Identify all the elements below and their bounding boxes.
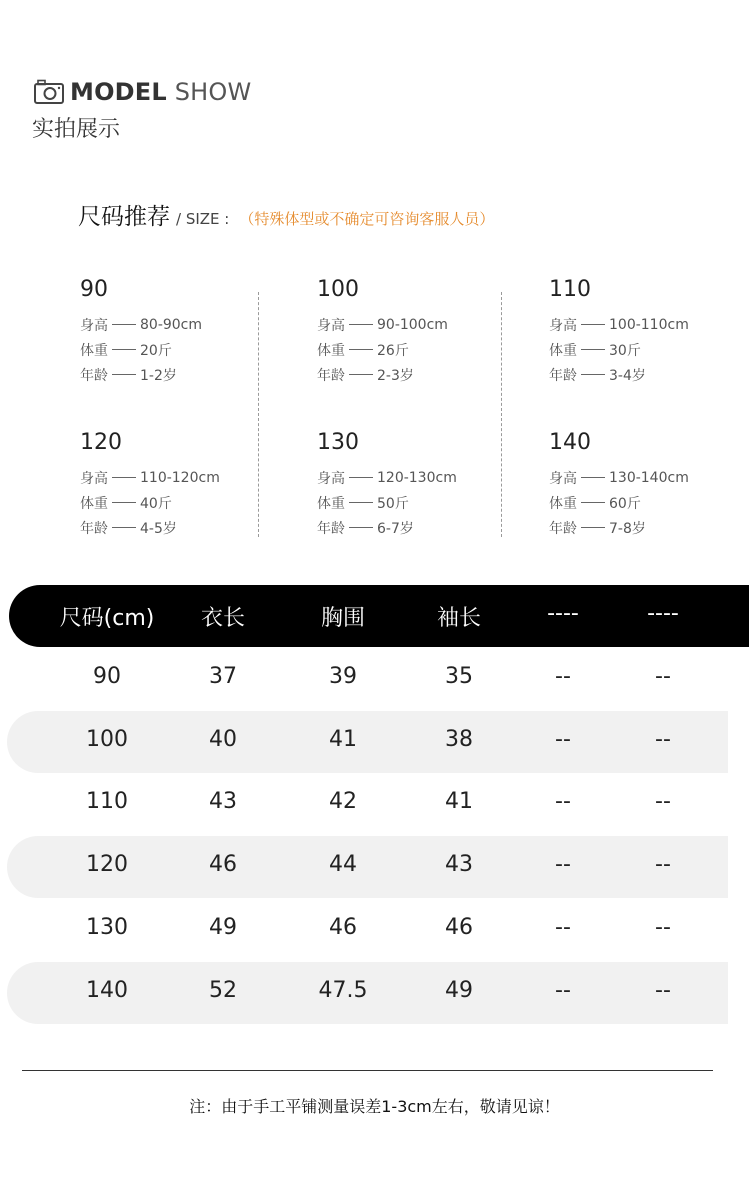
rec-age-value: 7-8岁 <box>609 520 646 537</box>
table-row <box>0 711 749 773</box>
rec-height-label: 身高 <box>80 317 108 334</box>
table-cell: -- <box>655 852 671 877</box>
table-cell: 46 <box>445 915 473 940</box>
table-row <box>0 899 749 961</box>
rec-size: 100 <box>317 277 359 302</box>
rec-weight-line <box>549 337 749 362</box>
rec-height-label: 身高 <box>317 317 345 334</box>
rec-weight-label: 体重 <box>80 342 108 359</box>
dash-line <box>581 324 605 325</box>
table-cell: 52 <box>209 978 237 1003</box>
table-cell: 43 <box>445 852 473 877</box>
rec-weight-label: 体重 <box>80 495 108 512</box>
dash-line <box>581 374 605 375</box>
rec-weight-label: 体重 <box>317 342 345 359</box>
dash-line <box>581 477 605 478</box>
table-cell: -- <box>655 978 671 1003</box>
table-cell: -- <box>555 915 571 940</box>
table-cell: 37 <box>209 664 237 689</box>
table-cell: -- <box>555 852 571 877</box>
rec-weight-value: 60斤 <box>609 495 641 512</box>
table-cell: 100 <box>86 727 128 752</box>
table-cell: 44 <box>329 852 357 877</box>
rec-weight-label: 体重 <box>549 495 577 512</box>
size-recommendation-card <box>549 430 749 540</box>
table-header-cell: 袖长 <box>436 606 482 631</box>
size-recommendation-card <box>80 277 300 387</box>
table-cell: 47.5 <box>318 978 368 1003</box>
table-header-cell: ---- <box>547 601 579 626</box>
rec-weight-value: 20斤 <box>140 342 172 359</box>
dash-line <box>349 349 373 350</box>
measurement-note: 注：由于手工平铺测量误差1-3cm左右，敬请见谅！ <box>189 1097 560 1116</box>
size-recommendation-card <box>317 430 537 540</box>
table-cell: 49 <box>209 915 237 940</box>
table-header-cell: ---- <box>647 601 679 626</box>
rec-age-value: 4-5岁 <box>140 520 177 537</box>
table-row <box>0 962 749 1024</box>
rec-age-label: 年龄 <box>80 367 108 384</box>
size-title-en: / SIZE : <box>176 210 230 228</box>
size-recommendation-card <box>549 277 749 387</box>
table-cell: 38 <box>445 727 473 752</box>
size-recommendation-card <box>80 430 300 540</box>
table-cell: -- <box>655 664 671 689</box>
size-table-header <box>9 585 749 647</box>
table-cell: -- <box>555 978 571 1003</box>
show-word: SHOW <box>174 78 252 106</box>
rec-size: 130 <box>317 430 359 455</box>
rec-weight-value: 26斤 <box>377 342 409 359</box>
dash-line <box>349 477 373 478</box>
rec-age-label: 年龄 <box>549 367 577 384</box>
rec-height-label: 身高 <box>317 470 345 487</box>
rec-weight-value: 30斤 <box>609 342 641 359</box>
rec-age-label: 年龄 <box>317 367 345 384</box>
size-recommendation-title <box>78 198 494 231</box>
rec-height-value: 90-100cm <box>377 316 448 333</box>
table-cell: 90 <box>93 664 121 689</box>
rec-age-label: 年龄 <box>549 520 577 537</box>
table-header-cell: 衣长 <box>200 606 246 631</box>
rec-age-line <box>317 515 537 540</box>
table-cell: 40 <box>209 727 237 752</box>
rec-height-line <box>317 312 537 337</box>
rec-age-label: 年龄 <box>317 520 345 537</box>
rec-weight-label: 体重 <box>549 342 577 359</box>
rec-height-label: 身高 <box>80 470 108 487</box>
dash-line <box>349 324 373 325</box>
rec-age-label: 年龄 <box>80 520 108 537</box>
dash-line <box>112 527 136 528</box>
rec-weight-label: 体重 <box>317 495 345 512</box>
table-cell: 46 <box>329 915 357 940</box>
table-cell: 43 <box>209 789 237 814</box>
size-title-cn: 尺码推荐 <box>78 204 170 230</box>
table-cell: -- <box>655 727 671 752</box>
model-word: MODEL <box>70 78 167 106</box>
dash-line <box>581 349 605 350</box>
dash-line <box>112 502 136 503</box>
rec-height-value: 120-130cm <box>377 469 457 486</box>
table-header-cell: 尺码(cm) <box>59 606 155 631</box>
rec-height-value: 100-110cm <box>609 316 689 333</box>
table-cell: 110 <box>86 789 128 814</box>
rec-age-line <box>80 362 300 387</box>
rec-weight-value: 40斤 <box>140 495 172 512</box>
rec-age-line <box>549 515 749 540</box>
model-show-title <box>70 78 251 106</box>
rec-height-line <box>317 465 537 490</box>
dash-line <box>112 324 136 325</box>
table-cell: -- <box>655 789 671 814</box>
model-show-header <box>34 78 251 106</box>
table-cell: 41 <box>329 727 357 752</box>
rec-height-value: 130-140cm <box>609 469 689 486</box>
size-title-note: （特殊体型或不确定可咨询客服人员） <box>239 210 495 228</box>
table-header-cell: 胸围 <box>320 606 366 631</box>
dash-line <box>349 527 373 528</box>
rec-weight-line <box>80 337 300 362</box>
table-cell: 140 <box>86 978 128 1003</box>
rec-height-label: 身高 <box>549 317 577 334</box>
rec-weight-line <box>80 490 300 515</box>
rec-weight-line <box>549 490 749 515</box>
rec-height-label: 身高 <box>549 470 577 487</box>
footer-divider <box>22 1070 713 1071</box>
rec-size: 120 <box>80 430 122 455</box>
dash-line <box>349 374 373 375</box>
dash-line <box>581 502 605 503</box>
rec-size: 90 <box>80 277 108 302</box>
rec-age-line <box>549 362 749 387</box>
size-recommendation-card <box>317 277 537 387</box>
camera-icon <box>34 79 64 105</box>
table-cell: 41 <box>445 789 473 814</box>
rec-age-line <box>317 362 537 387</box>
rec-height-line <box>549 465 749 490</box>
model-show-subtitle: 实拍展示 <box>32 117 121 142</box>
rec-size: 110 <box>549 277 591 302</box>
table-cell: 42 <box>329 789 357 814</box>
table-row <box>0 773 749 835</box>
rec-age-value: 6-7岁 <box>377 520 414 537</box>
rec-age-value: 2-3岁 <box>377 367 414 384</box>
rec-height-line <box>549 312 749 337</box>
table-cell: 46 <box>209 852 237 877</box>
table-cell: 120 <box>86 852 128 877</box>
table-cell: -- <box>655 915 671 940</box>
table-cell: 35 <box>445 664 473 689</box>
dash-line <box>581 527 605 528</box>
table-cell: 49 <box>445 978 473 1003</box>
rec-weight-line <box>317 490 537 515</box>
rec-age-value: 1-2岁 <box>140 367 177 384</box>
table-cell: -- <box>555 664 571 689</box>
rec-height-value: 110-120cm <box>140 469 220 486</box>
dash-line <box>112 477 136 478</box>
rec-weight-value: 50斤 <box>377 495 409 512</box>
rec-height-line <box>80 465 300 490</box>
rec-age-value: 3-4岁 <box>609 367 646 384</box>
rec-height-value: 80-90cm <box>140 316 203 333</box>
table-cell: 130 <box>86 915 128 940</box>
rec-size: 140 <box>549 430 591 455</box>
rec-age-line <box>80 515 300 540</box>
table-cell: 39 <box>329 664 357 689</box>
table-cell: -- <box>555 727 571 752</box>
table-row <box>0 836 749 898</box>
size-recommendation-grid <box>0 272 749 542</box>
dash-line <box>349 502 373 503</box>
dash-line <box>112 349 136 350</box>
rec-height-line <box>80 312 300 337</box>
table-row <box>0 648 749 710</box>
table-cell: -- <box>555 789 571 814</box>
rec-weight-line <box>317 337 537 362</box>
dash-line <box>112 374 136 375</box>
